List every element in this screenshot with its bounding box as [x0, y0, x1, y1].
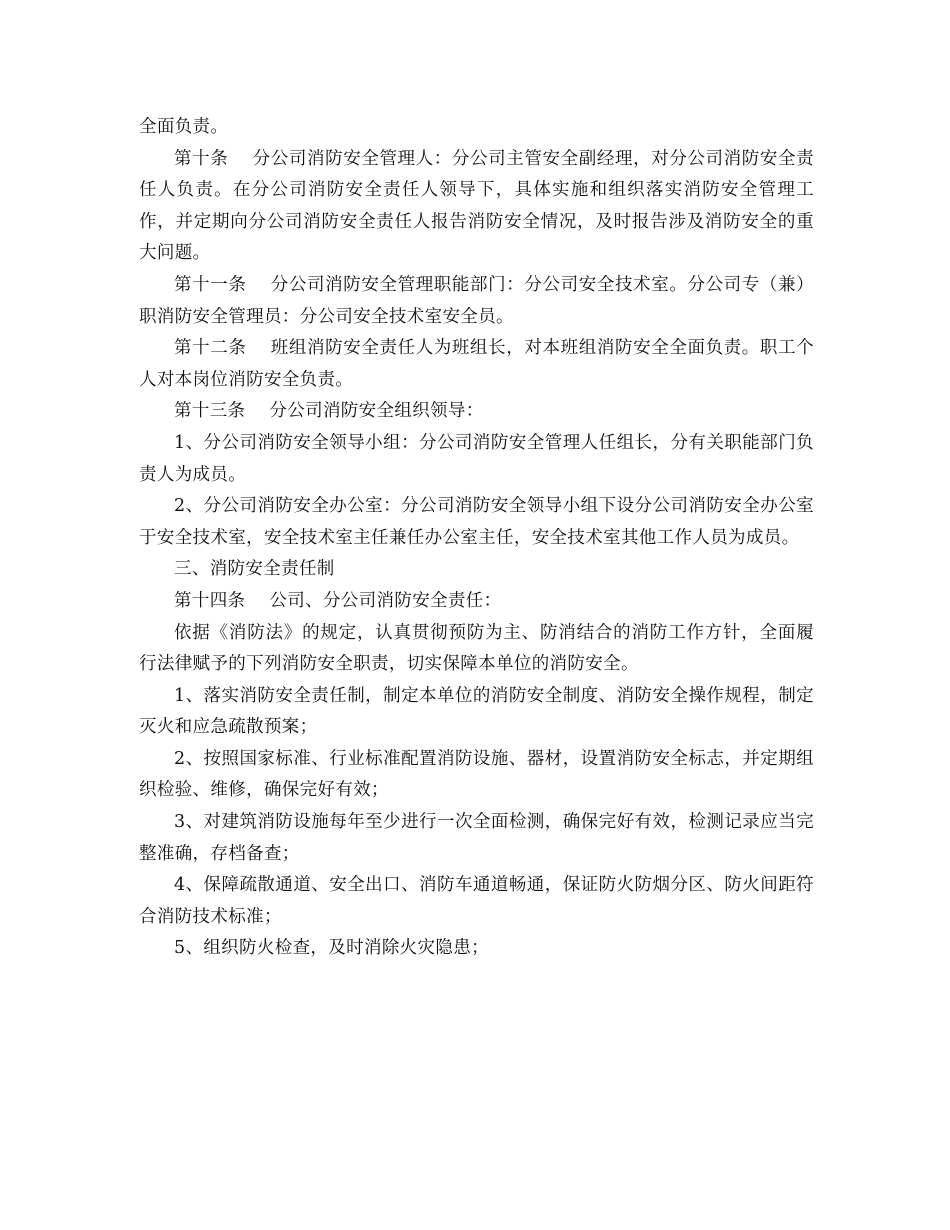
article-12 — [139, 333, 814, 396]
article-text: 分公司消防安全管理人：分公司主管安全副经理，对分公司消防安全责任人负责。在分公司消防安全责任人领导下，具体实施和组织落实消防安全管理工作，并定期向分公司消防安全责任人报告消防安全情况，及时报告涉及消防安全的重大问题。 — [139, 148, 814, 264]
list-item — [139, 744, 814, 807]
list-item-text: 1、落实消防安全责任制，制定本单位的消防安全制度、消防安全操作规程，制定灭火和应急疏散预案； — [139, 685, 814, 738]
article-text: 分公司消防安全管理职能部门：分公司安全技术室。分公司专（兼）职消防安全管理员：分公司安全技术室安全员。 — [139, 274, 815, 327]
article-label: 第十一条 — [174, 274, 247, 295]
list-item-text: 4、保障疏散通道、安全出口、消防车通道畅通，保证防火防烟分区、防火间距符合消防技术标准； — [139, 875, 814, 927]
list-item — [139, 681, 814, 744]
article-text: 公司、分公司消防安全责任： — [269, 590, 502, 611]
article-10 — [139, 144, 814, 270]
article-label: 第十四条 — [174, 590, 246, 611]
paragraph-text: 全面负责。 — [139, 117, 229, 137]
paragraph — [139, 112, 814, 144]
document-body — [139, 112, 814, 965]
section-heading — [139, 554, 814, 586]
article-13 — [139, 396, 814, 428]
article-label: 第十三条 — [174, 401, 246, 422]
article-text: 班组消防安全责任人为班组长，对本班组消防安全全面负责。职工个人对本岗位消防安全负责。 — [139, 338, 815, 390]
list-item-text: 1、分公司消防安全领导小组：分公司消防安全管理人任组长，分有关职能部门负责人为成员。 — [139, 432, 814, 485]
article-label: 第十二条 — [174, 338, 247, 359]
list-item-text: 2、分公司消防安全办公室：分公司消防安全领导小组下设分公司消防安全办公室于安全技术室，安全技术室主任兼任办公室主任，安全技术室其他工作人员为成员。 — [139, 496, 814, 548]
list-item — [139, 933, 814, 965]
list-item — [139, 807, 814, 870]
list-item — [139, 491, 814, 554]
list-item-text: 2、按照国家标准、行业标准配置消防设施、器材，设置消防安全标志，并定期组织检验、维修，确保完好有效； — [139, 748, 814, 801]
list-item — [139, 428, 814, 491]
list-item — [139, 870, 814, 933]
article-label: 第十条 — [174, 148, 229, 169]
article-14 — [139, 586, 814, 618]
article-text: 分公司消防安全组织领导： — [269, 401, 484, 422]
list-item-text: 5、组织防火检查，及时消除火灾隐患； — [174, 938, 489, 959]
section-heading-text: 三、消防安全责任制 — [174, 559, 335, 580]
list-item-text: 3、对建筑消防设施每年至少进行一次全面检测，确保完好有效，检测记录应当完整准确，存档备查； — [139, 812, 814, 864]
article-11 — [139, 270, 814, 333]
paragraph-text: 依据《消防法》的规定，认真贯彻预防为主、防消结合的消防工作方针，全面履行法律赋予的下列消防安全职责，切实保障本单位的消防安全。 — [139, 622, 814, 675]
paragraph — [139, 618, 814, 681]
